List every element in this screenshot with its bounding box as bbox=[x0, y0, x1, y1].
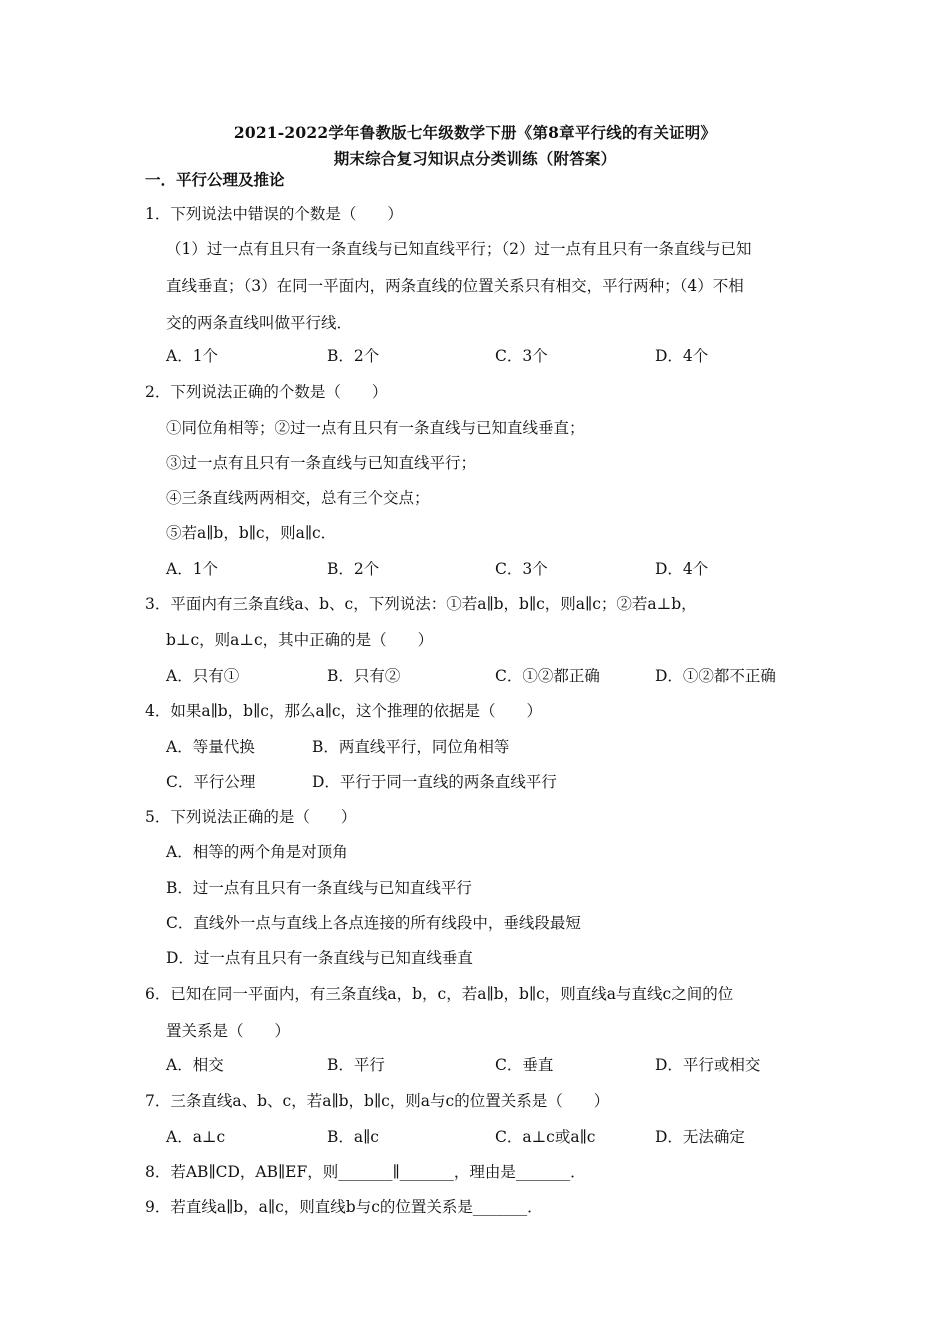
question-2-option-a: A．1个 bbox=[166, 560, 219, 578]
question-2-option-c: C．3个 bbox=[495, 560, 548, 578]
question-5-option-c: C．直线外一点与直线上各点连接的所有线段中，垂线段最短 bbox=[166, 914, 581, 932]
question-2-statement-1: ①同位角相等；②过一点有且只有一条直线与已知直线垂直； bbox=[166, 419, 585, 437]
question-7-stem: 7．三条直线a、b、c，若a∥b，b∥c，则a与c的位置关系是（ ） bbox=[145, 1092, 610, 1110]
question-6-stem-line1: 6．已知在同一平面内，有三条直线a，b，c，若a∥b，b∥c，则直线a与直线c之间的位 bbox=[145, 985, 734, 1003]
question-1-body-line1: （1）过一点有且只有一条直线与已知直线平行；（2）过一点有且只有一条直线与已知 bbox=[166, 240, 752, 258]
question-1-option-b: B．2个 bbox=[327, 347, 380, 365]
question-4-option-c: C．平行公理 bbox=[166, 773, 256, 791]
question-7-option-b: B．a∥c bbox=[327, 1128, 379, 1146]
question-3-option-c: C．①②都正确 bbox=[495, 667, 600, 685]
question-1-option-c: C．3个 bbox=[495, 347, 548, 365]
question-5-stem: 5．下列说法正确的是（ ） bbox=[145, 808, 357, 826]
document-title-line1: 2021-2022学年鲁教版七年级数学下册《第8章平行线的有关证明》 bbox=[233, 123, 717, 142]
question-2-stem: 2．下列说法正确的个数是（ ） bbox=[145, 383, 388, 401]
question-4-option-d: D．平行于同一直线的两条直线平行 bbox=[312, 773, 557, 791]
question-8-stem: 8．若AB∥CD，AB∥EF，则_______∥_______，理由是_______． bbox=[145, 1163, 586, 1181]
question-4-option-b: B．两直线平行，同位角相等 bbox=[312, 738, 510, 756]
question-6-stem-line2: 置关系是（ ） bbox=[166, 1022, 291, 1040]
question-1-body-line3: 交的两条直线叫做平行线． bbox=[166, 314, 353, 332]
question-7-option-c: C．a⊥c或a∥c bbox=[495, 1128, 596, 1146]
question-2-option-d: D．4个 bbox=[655, 560, 709, 578]
question-6-option-b: B．平行 bbox=[327, 1056, 385, 1074]
question-7-option-a: A．a⊥c bbox=[166, 1128, 226, 1146]
question-3-option-d: D．①②都不正确 bbox=[655, 667, 776, 685]
question-3-option-b: B．只有② bbox=[327, 667, 401, 685]
question-5-option-d: D．过一点有且只有一条直线与已知直线垂直 bbox=[166, 949, 473, 967]
question-1-option-a: A．1个 bbox=[166, 347, 219, 365]
question-1-body-line2: 直线垂直；（3）在同一平面内，两条直线的位置关系只有相交，平行两种；（4）不相 bbox=[166, 277, 744, 295]
question-4-option-a: A．等量代换 bbox=[166, 738, 255, 756]
question-3-stem-line2: b⊥c，则a⊥c，其中正确的是（ ） bbox=[166, 631, 434, 649]
question-4-stem: 4．如果a∥b，b∥c，那么a∥c，这个推理的依据是（ ） bbox=[145, 702, 543, 720]
question-2-statement-4: ④三条直线两两相交，总有三个交点； bbox=[166, 489, 430, 507]
question-6-option-a: A．相交 bbox=[166, 1056, 224, 1074]
document-title-line2: 期末综合复习知识点分类训练（附答案） bbox=[333, 149, 617, 168]
question-5-option-a: A．相等的两个角是对顶角 bbox=[166, 843, 348, 861]
question-3-stem-line1: 3．平面内有三条直线a、b、c，下列说法：①若a∥b，b∥c，则a∥c；②若a⊥b， bbox=[145, 595, 697, 613]
question-5-option-b: B．过一点有且只有一条直线与已知直线平行 bbox=[166, 879, 472, 897]
question-1-stem: 1．下列说法中错误的个数是（ ） bbox=[145, 205, 403, 223]
question-9-stem: 9．若直线a∥b，a∥c，则直线b与c的位置关系是_______． bbox=[145, 1198, 543, 1216]
question-2-statement-5: ⑤若a∥b，b∥c，则a∥c． bbox=[166, 524, 337, 542]
question-6-option-d: D．平行或相交 bbox=[655, 1056, 761, 1074]
question-2-statement-3: ③过一点有且只有一条直线与已知直线平行； bbox=[166, 454, 477, 472]
question-1-option-d: D．4个 bbox=[655, 347, 709, 365]
question-2-option-b: B．2个 bbox=[327, 560, 380, 578]
question-7-option-d: D．无法确定 bbox=[655, 1128, 745, 1146]
section-heading: 一．平行公理及推论 bbox=[145, 170, 285, 189]
question-6-option-c: C．垂直 bbox=[495, 1056, 554, 1074]
question-3-option-a: A．只有① bbox=[166, 667, 240, 685]
